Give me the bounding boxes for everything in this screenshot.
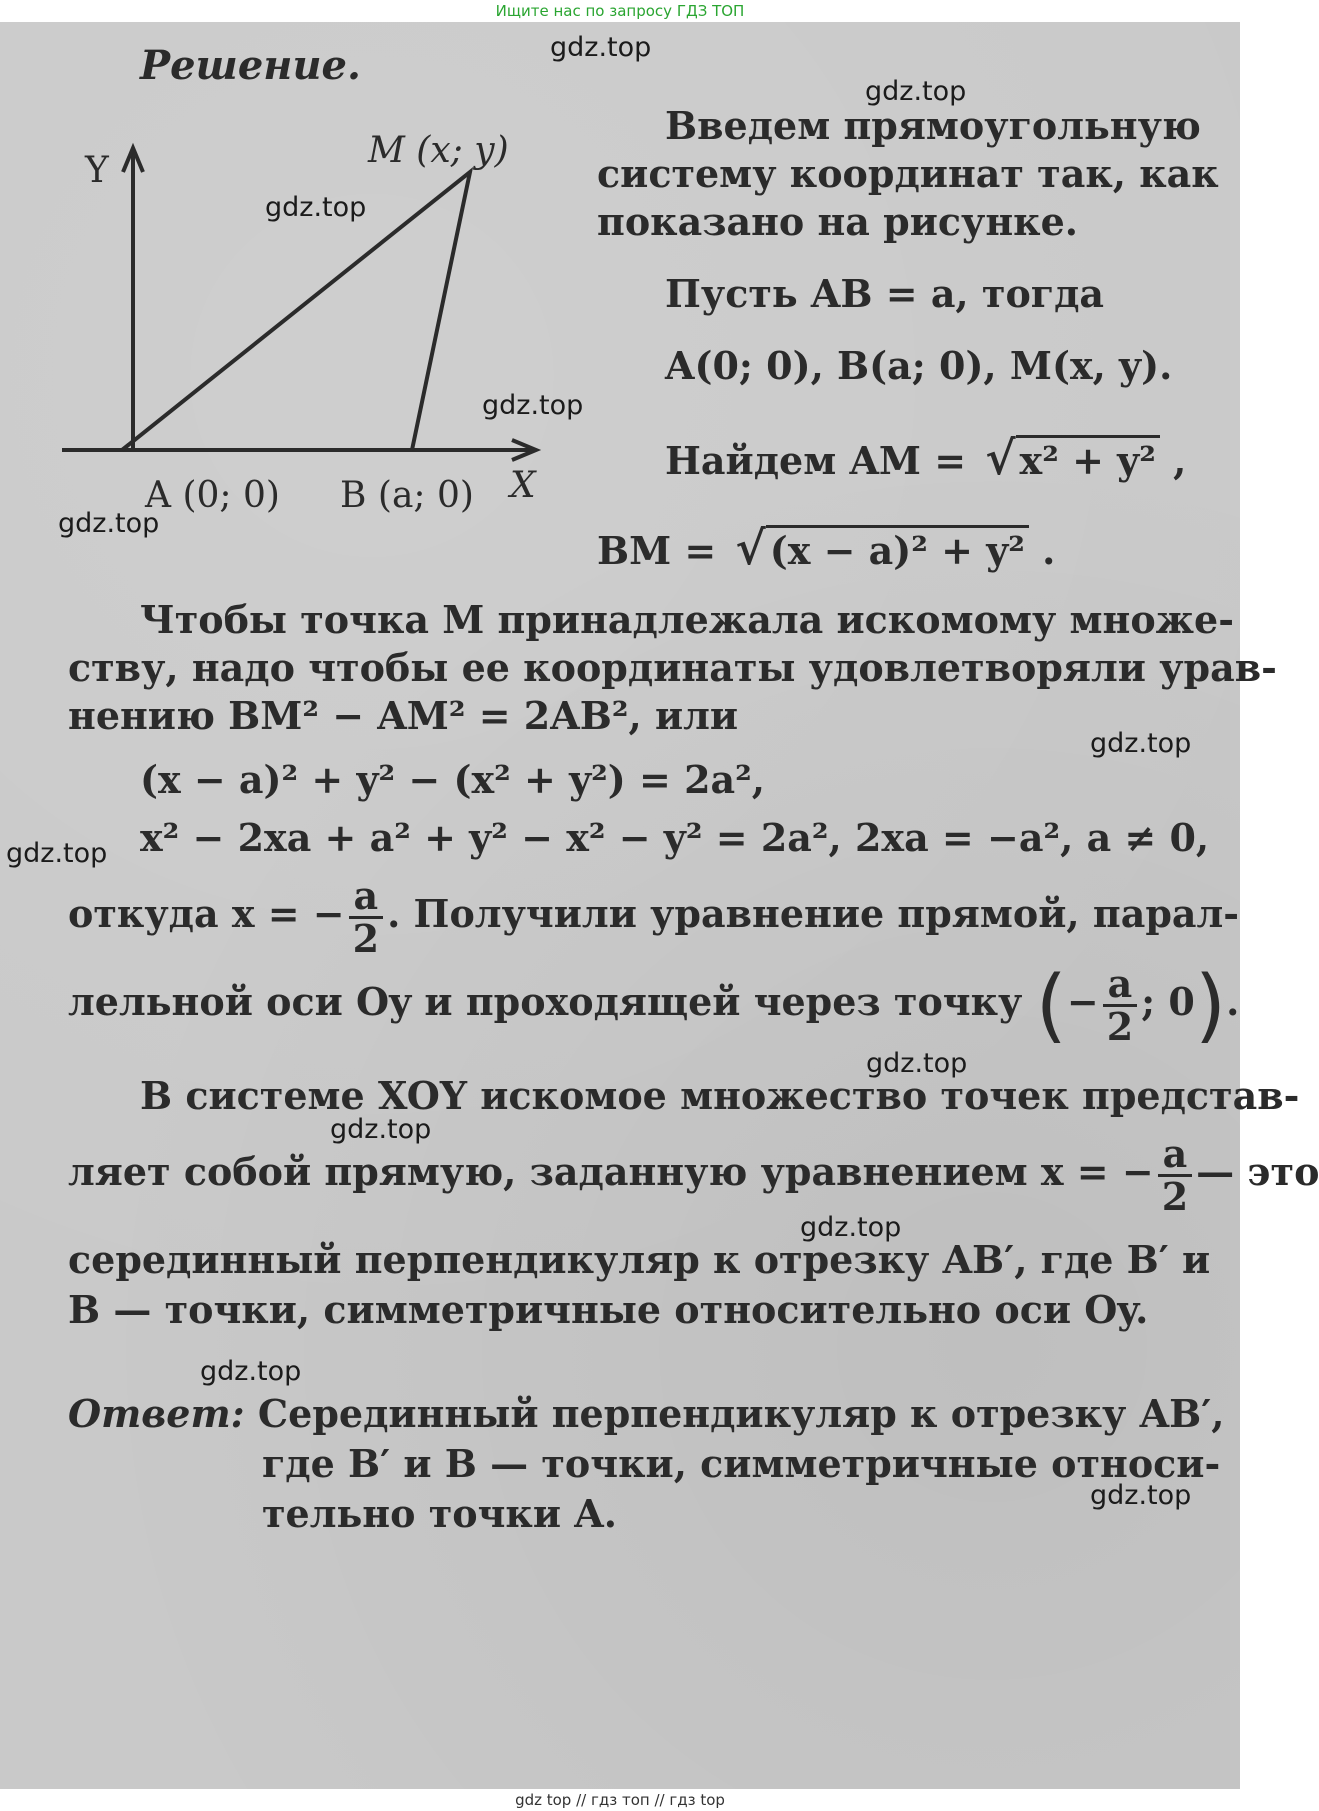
equation-1: (x − a)² + y² − (x² + y²) = 2a²,	[140, 757, 766, 802]
point-suffix: ; 0	[1141, 979, 1195, 1024]
watermark: gdz.top	[866, 1048, 968, 1079]
para4-line2-prefix: ляет собой прямую, заданную уравнением x = −	[68, 1149, 1154, 1194]
equation-2: x² − 2xa + a² + y² − x² − y² = 2a², 2xa = −a², a ≠ 0,	[140, 815, 1210, 860]
point-fraction-numerator: a	[1103, 964, 1137, 1007]
solution-heading: Решение.	[140, 42, 361, 89]
fraction-numerator: a	[349, 876, 383, 919]
watermark: gdz.top	[800, 1212, 902, 1243]
top-banner[interactable]: Ищите нас по запросу ГДЗ ТОП	[495, 2, 745, 20]
fraction-denominator: 2	[352, 916, 380, 961]
intro-line-3: показано на рисунке.	[597, 199, 1079, 244]
para4-line4: B — точки, симметричные относительно оси Oy.	[68, 1287, 1149, 1332]
am-prefix: Найдем AM =	[665, 438, 967, 483]
para1-line3: нению BM² − AM² = 2AB², или	[68, 693, 739, 738]
bm-sqrt: √ (x − a)² + y²	[736, 526, 1029, 573]
watermark: gdz.top	[200, 1356, 302, 1387]
am-sqrt: √ x² + y²	[985, 436, 1160, 483]
am-radicand: x² + y²	[1016, 435, 1160, 483]
para4-fraction-numerator: a	[1158, 1134, 1192, 1177]
footer-links[interactable]: gdz top // гдз топ // гдз top	[515, 1791, 725, 1809]
para4-line3: серединный перпендикуляр к отрезку AB′, где B′ и	[68, 1237, 1211, 1282]
answer-line2: где B′ и B — точки, симметричные относи-	[262, 1441, 1221, 1486]
point-fraction	[1103, 961, 1137, 1049]
watermark: gdz.top	[265, 192, 367, 223]
bm-radicand: (x − a)² + y²	[766, 525, 1029, 573]
coordinate-figure	[60, 112, 580, 532]
watermark: gdz.top	[865, 76, 967, 107]
answer-label: Ответ:	[68, 1391, 245, 1436]
intro-line-2: систему координат так, как	[597, 151, 1219, 196]
y-axis-label: Y	[85, 150, 109, 191]
intro-line-1: Введем прямоугольную	[665, 103, 1201, 148]
textbook-page	[0, 22, 1319, 1789]
para4-fraction-denominator: 2	[1161, 1174, 1189, 1219]
para4-fraction	[1158, 1131, 1192, 1219]
point-a-label: A (0; 0)	[145, 475, 280, 516]
watermark: gdz.top	[6, 838, 108, 869]
let-ab-line: Пусть AB = a, тогда	[665, 271, 1105, 316]
point-m-label: M (x; y)	[368, 130, 509, 171]
watermark: gdz.top	[482, 390, 584, 421]
x-equals-prefix: откуда x = −	[68, 891, 345, 936]
answer-line1	[68, 1392, 1224, 1436]
point-b-label: B (a; 0)	[340, 475, 474, 516]
watermark: gdz.top	[330, 1114, 432, 1145]
para3-line: лельной оси Oy и проходящей через точку (− $\frac{a}{2}$ ; 0).	[68, 958, 1240, 1052]
para1-line2: ству, надо чтобы ее координаты удовлетворяли урав-	[68, 645, 1277, 690]
point-fraction-denominator: 2	[1106, 1004, 1134, 1049]
answer-line3: тельно точки A.	[262, 1491, 617, 1536]
watermark: gdz.top	[1090, 1480, 1192, 1511]
watermark: gdz.top	[58, 508, 160, 539]
x-axis-label: X	[510, 465, 536, 506]
bm-prefix: BM =	[597, 528, 717, 573]
para3-text: лельной оси Oy и проходящей через точку	[68, 979, 1023, 1024]
am-formula: Найдем AM = √ x² + y² ,	[665, 431, 1187, 485]
answer-text-1: Серединный перпендикуляр к отрезку AB′,	[257, 1391, 1225, 1436]
para2-suffix: . Получили уравнение прямой, парал-	[387, 891, 1240, 936]
para4-line1: В системе XOY искомое множество точек представ-	[140, 1073, 1300, 1118]
points-line: A(0; 0), B(a; 0), M(x, y).	[665, 343, 1173, 388]
watermark: gdz.top	[550, 32, 652, 63]
fraction-a-over-2	[349, 873, 383, 961]
bm-formula: BM = √ (x − a)² + y² .	[597, 521, 1056, 575]
para2-line	[68, 866, 1239, 962]
para1-line1: Чтобы точка M принадлежала искомому множе-	[140, 597, 1235, 642]
para4-line2-suffix: — это	[1196, 1149, 1319, 1194]
watermark: gdz.top	[1090, 728, 1192, 759]
para4-line2	[68, 1124, 1319, 1220]
